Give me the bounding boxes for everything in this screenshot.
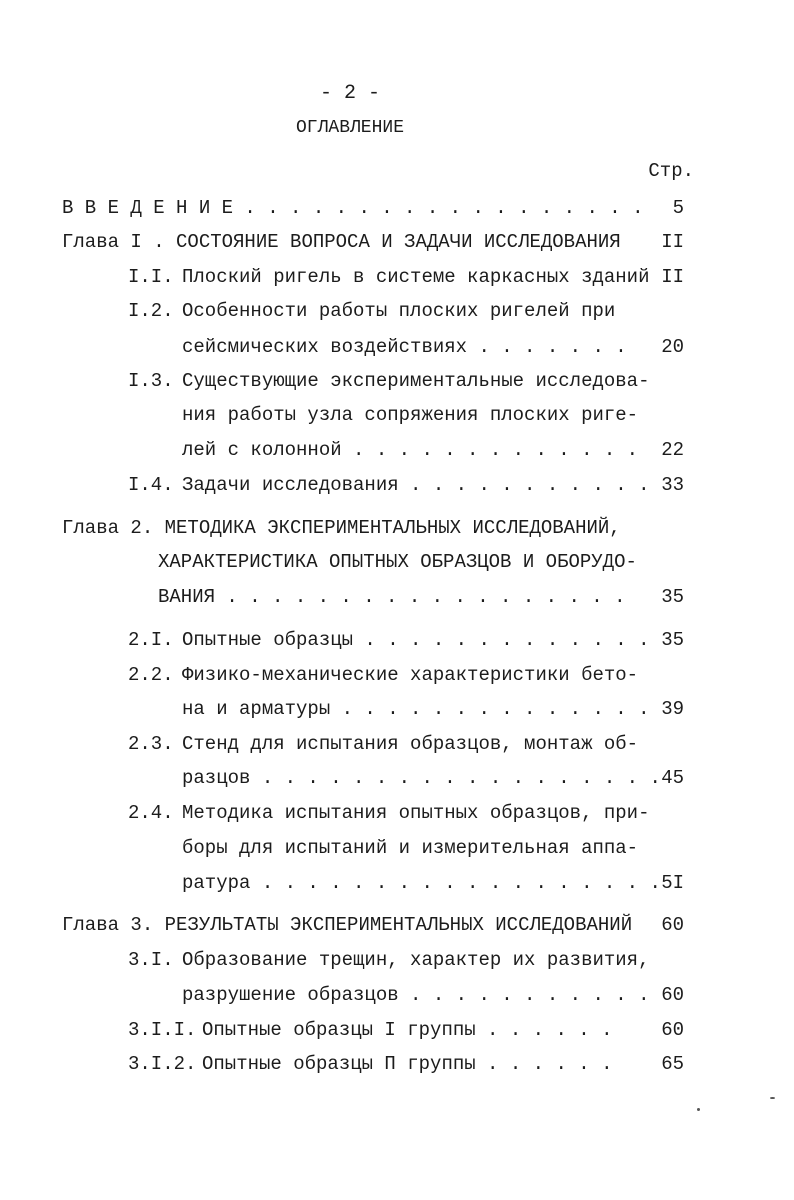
toc-section-3-1-1-title: Опытные образцы I группы . . . . . . [202,1019,613,1041]
toc-chapter-3-title: Глава 3. РЕЗУЛЬТАТЫ ЭКСПЕРИМЕНТАЛЬНЫХ ИССЛЕДОВАНИЙ [62,914,633,936]
toc-section-1-1-num: I.I. [128,266,174,288]
toc-intro-text: В В Е Д Е Н И Е . . . . . . . . . . . . . . . . . . [62,197,644,219]
toc-section-1-4-page: 33 [661,474,684,496]
toc-section-2-1-title: Опытные образцы . . . . . . . . . . . . . [182,629,650,651]
toc-section-2-3-page: 45 [661,767,684,789]
toc-section-3-1-1-page: 60 [661,1019,684,1041]
toc-section-2-1-page: 35 [661,629,684,651]
toc-chapter-2-title-line3: ВАНИЯ . . . . . . . . . . . . . . . . . . [158,586,626,608]
toc-chapter-2-title-line1: Глава 2. МЕТОДИКА ЭКСПЕРИМЕНТАЛЬНЫХ ИССЛЕДОВАНИЙ, [62,517,621,539]
toc-section-2-4-title-line3: ратура . . . . . . . . . . . . . . . . . . [182,872,661,894]
toc-section-3-1-2-page: 65 [661,1053,684,1075]
toc-section-2-4-title-line1: Методика испытания опытных образцов, при- [182,802,650,824]
toc-section-1-1-title: Плоский ригель в системе каркасных зданий [182,266,650,288]
toc-section-2-2-title-line2: на и арматуры . . . . . . . . . . . . . . [182,698,650,720]
page-column-header: Стр. [648,160,694,182]
toc-section-2-3-num: 2.3. [128,733,174,755]
toc-section-1-3-title-line1: Существующие экспериментальные исследова- [182,370,650,392]
toc-chapter-1-title: Глава I . СОСТОЯНИЕ ВОПРОСА И ЗАДАЧИ ИССЛЕДОВАНИЯ [62,231,621,253]
toc-section-2-4-num: 2.4. [128,802,174,824]
toc-section-3-1-2-title: Опытные образцы П группы . . . . . . [202,1053,613,1075]
toc-section-1-2-num: I.2. [128,300,174,322]
toc-section-3-1-title-line2: разрушение образцов . . . . . . . . . . . [182,984,650,1006]
scan-speck [697,1108,700,1111]
toc-section-1-3-num: I.3. [128,370,174,392]
toc-section-3-1-2-num: 3.I.2. [128,1053,197,1075]
toc-section-2-2-title-line1: Физико-механические характеристики бето- [182,664,639,686]
toc-section-3-1-1-num: 3.I.I. [128,1019,197,1041]
toc-section-1-3-title-line2: ния работы узла сопряжения плоских риге- [182,404,639,426]
scan-speck [770,1097,775,1099]
toc-chapter-2-title-line2: ХАРАКТЕРИСТИКА ОПЫТНЫХ ОБРАЗЦОВ И ОБОРУДО- [158,551,637,573]
toc-section-1-1-page: II [661,266,684,288]
toc-section-1-2-title-line1: Особенности работы плоских ригелей при [182,300,616,322]
toc-section-2-4-title-line2: боры для испытаний и измерительная аппа- [182,837,639,859]
toc-intro-page: 5 [672,197,684,219]
toc-section-1-2-title-line2: сейсмических воздействиях . . . . . . . [182,336,627,358]
toc-chapter-3-page: 60 [661,914,684,936]
toc-section-2-3-title-line2: разцов . . . . . . . . . . . . . . . . . . [182,767,661,789]
toc-chapter-1-page: II [661,231,684,253]
toc-section-1-2-page: 20 [661,336,684,358]
toc-section-2-1-num: 2.I. [128,629,174,651]
toc-section-2-3-title-line1: Стенд для испытания образцов, монтаж об- [182,733,639,755]
toc-section-3-1-num: 3.I. [128,949,174,971]
toc-chapter-2-page: 35 [661,586,684,608]
toc-section-1-4-title: Задачи исследования . . . . . . . . . . . [182,474,650,496]
toc-section-3-1-title-line1: Образование трещин, характер их развития, [182,949,650,971]
toc-section-3-1-page: 60 [661,984,684,1006]
toc-section-1-3-page: 22 [661,439,684,461]
toc-section-2-4-page: 5I [661,872,684,894]
toc-section-1-3-title-line3: лей с колонной . . . . . . . . . . . . . [182,439,639,461]
toc-section-1-4-num: I.4. [128,474,174,496]
toc-section-2-2-num: 2.2. [128,664,174,686]
page-title: ОГЛАВЛЕНИЕ [295,118,405,138]
page-number: - 2 - [319,82,380,105]
toc-section-2-2-page: 39 [661,698,684,720]
